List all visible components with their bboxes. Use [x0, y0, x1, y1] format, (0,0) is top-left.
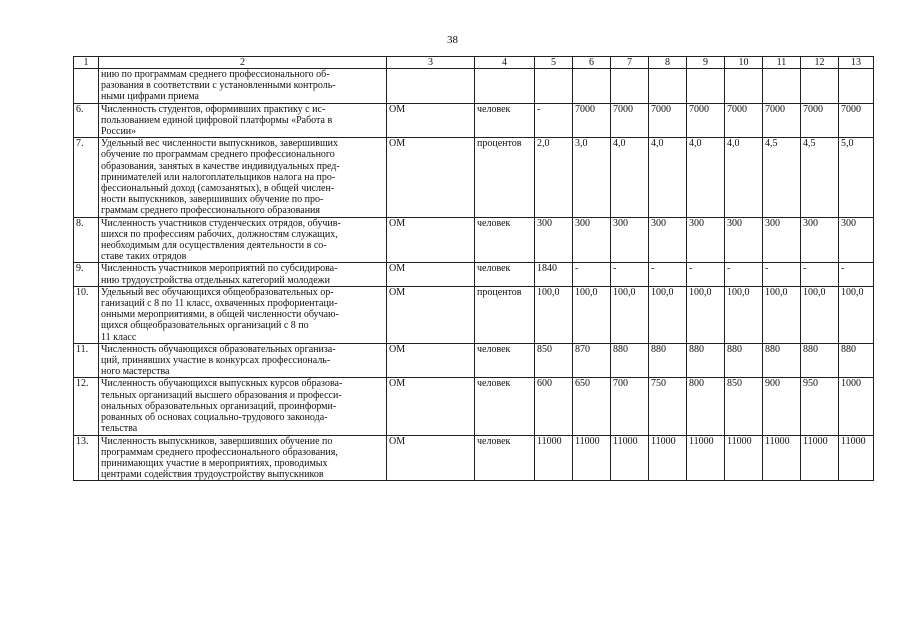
unit-cell: процентов	[475, 286, 535, 343]
value-cell	[649, 69, 687, 104]
indicator-text-line: онными мероприятиями, в общей численности обучаю-	[101, 309, 339, 321]
indicator-name-cell	[99, 103, 387, 138]
value-cell: 880	[763, 343, 801, 378]
value-cell: 700	[611, 378, 649, 435]
value-cell: 3,0	[573, 138, 611, 217]
column-number-header: 6	[573, 57, 611, 69]
value-cell: 880	[801, 343, 839, 378]
table-row	[74, 69, 874, 104]
indicator-text-line: России»	[101, 126, 137, 138]
row-number-cell: 8.	[74, 217, 99, 263]
unit-cell: человек	[475, 435, 535, 481]
responsible-cell	[387, 69, 475, 104]
value-cell: 900	[763, 378, 801, 435]
value-cell: 1840	[535, 263, 573, 286]
value-cell: 11000	[839, 435, 874, 481]
value-cell: 11000	[763, 435, 801, 481]
value-cell: 300	[649, 217, 687, 263]
table-row	[74, 286, 874, 343]
value-cell: 870	[573, 343, 611, 378]
value-cell	[687, 69, 725, 104]
value-cell: 7000	[687, 103, 725, 138]
column-number-header: 10	[725, 57, 763, 69]
value-cell: 11000	[573, 435, 611, 481]
indicator-text-line: Численность студентов, оформивших практику с ис-	[101, 103, 326, 115]
indicator-text-line: щихся общеобразовательных организаций с 8 по	[101, 320, 309, 332]
responsible-cell: ОМ	[387, 435, 475, 481]
indicator-name-cell	[99, 286, 387, 343]
value-cell: -	[611, 263, 649, 286]
unit-cell: человек	[475, 343, 535, 378]
value-cell: 100,0	[535, 286, 573, 343]
table-row	[74, 217, 874, 263]
column-number-header: 5	[535, 57, 573, 69]
indicator-text-line: пользованием единой цифровой платформы «Работа в	[101, 114, 333, 126]
table-body	[74, 57, 874, 481]
value-cell: -	[801, 263, 839, 286]
value-cell: 300	[687, 217, 725, 263]
unit-cell	[475, 69, 535, 104]
responsible-cell: ОМ	[387, 378, 475, 435]
value-cell: 11000	[649, 435, 687, 481]
row-number-cell: 6.	[74, 103, 99, 138]
row-number-cell: 10.	[74, 286, 99, 343]
table-row	[74, 138, 874, 217]
value-cell	[801, 69, 839, 104]
indicator-name-cell	[99, 69, 387, 104]
responsible-cell: ОМ	[387, 263, 475, 286]
responsible-cell: ОМ	[387, 138, 475, 217]
indicator-text-line: 11 класс	[101, 331, 137, 343]
indicators-table	[73, 56, 874, 481]
value-cell: 7000	[611, 103, 649, 138]
responsible-cell: ОМ	[387, 343, 475, 378]
indicator-name-cell	[99, 378, 387, 435]
indicator-text-line: ного мастерства	[101, 366, 170, 378]
value-cell: 11000	[725, 435, 763, 481]
indicator-text-line: нию по программам среднего профессионального об-	[101, 69, 330, 80]
indicator-name-cell	[99, 343, 387, 378]
indicator-text-line: фессиональный доход (самозанятых), в общей числен-	[101, 183, 335, 195]
indicator-text-line: рованных об основах социально-трудового законода-	[101, 412, 328, 424]
value-cell: -	[763, 263, 801, 286]
responsible-cell: ОМ	[387, 286, 475, 343]
value-cell: 100,0	[801, 286, 839, 343]
value-cell: 300	[839, 217, 874, 263]
indicator-text-line: ций, принявших участие в конкурсах профессиональ-	[101, 355, 331, 367]
value-cell: 880	[611, 343, 649, 378]
indicator-text-line: Численность обучающихся выпускных курсов образова-	[101, 378, 343, 390]
indicator-text-line: центрами содействия трудоустройству выпускников	[101, 469, 324, 481]
value-cell: 7000	[573, 103, 611, 138]
value-cell: 11000	[687, 435, 725, 481]
column-number-row	[74, 57, 874, 69]
indicator-text-line: тельных организаций высшего образования и професси-	[101, 389, 342, 401]
value-cell: 100,0	[649, 286, 687, 343]
column-number-header: 3	[387, 57, 475, 69]
indicator-text-line: нию трудоустройства отдельных категорий молодежи	[101, 274, 330, 286]
indicator-text-line: тельства	[101, 423, 138, 435]
value-cell: 1000	[839, 378, 874, 435]
value-cell	[535, 69, 573, 104]
row-number-cell: 9.	[74, 263, 99, 286]
column-number-header: 4	[475, 57, 535, 69]
indicator-text-line: программам среднего профессионального образования,	[101, 446, 338, 458]
column-number-header: 12	[801, 57, 839, 69]
indicator-text-line: Численность обучающихся образовательных организа-	[101, 343, 336, 355]
value-cell	[763, 69, 801, 104]
value-cell: -	[687, 263, 725, 286]
value-cell: 7000	[763, 103, 801, 138]
indicator-text-line: разования в соответствии с установленными контроль-	[101, 80, 336, 92]
value-cell: -	[535, 103, 573, 138]
indicator-text-line: граммам среднего профессионального образования	[101, 205, 320, 217]
indicator-text-line: принимающих участие в мероприятиях, проводимых	[101, 457, 328, 469]
value-cell: 750	[649, 378, 687, 435]
indicator-text-line: обучение по программам среднего профессионального	[101, 149, 335, 161]
unit-cell: человек	[475, 217, 535, 263]
value-cell: 800	[687, 378, 725, 435]
value-cell: 7000	[801, 103, 839, 138]
value-cell: 600	[535, 378, 573, 435]
column-number-header: 9	[687, 57, 725, 69]
indicator-text-line: необходимым для осуществления деятельности в со-	[101, 240, 327, 252]
value-cell: 300	[725, 217, 763, 263]
unit-cell: человек	[475, 263, 535, 286]
value-cell: 100,0	[611, 286, 649, 343]
indicator-text-line: Удельный вес обучающихся общеобразовательных ор-	[101, 286, 334, 298]
value-cell: 7000	[649, 103, 687, 138]
table-row	[74, 103, 874, 138]
indicator-text-line: Численность участников студенческих отрядов, обучив-	[101, 217, 341, 229]
table-row	[74, 343, 874, 378]
value-cell: 4,0	[687, 138, 725, 217]
indicator-text-line: ности выпускников, завершивших обучение по про-	[101, 194, 324, 206]
value-cell: 100,0	[573, 286, 611, 343]
value-cell: 2,0	[535, 138, 573, 217]
value-cell: 880	[687, 343, 725, 378]
value-cell: 950	[801, 378, 839, 435]
value-cell: 7000	[839, 103, 874, 138]
indicator-name-cell	[99, 435, 387, 481]
value-cell: 11000	[801, 435, 839, 481]
table-row	[74, 263, 874, 286]
indicator-name-cell	[99, 138, 387, 217]
value-cell: 850	[725, 378, 763, 435]
value-cell	[611, 69, 649, 104]
value-cell: -	[649, 263, 687, 286]
indicator-text-line: Численность выпускников, завершивших обучение по	[101, 435, 333, 447]
column-number-header: 7	[611, 57, 649, 69]
value-cell: -	[725, 263, 763, 286]
value-cell: 880	[649, 343, 687, 378]
indicator-text-line: принимателей или налогоплательщиков налога на про-	[101, 171, 336, 183]
value-cell: 300	[611, 217, 649, 263]
value-cell: 4,5	[763, 138, 801, 217]
indicator-text-line: ными цифрами приема	[101, 91, 199, 103]
value-cell: 300	[801, 217, 839, 263]
value-cell: 4,0	[611, 138, 649, 217]
value-cell: 4,0	[725, 138, 763, 217]
indicator-text-line: ональных образовательных организаций, проинформи-	[101, 400, 337, 412]
column-number-header: 8	[649, 57, 687, 69]
indicator-text-line: ганизаций с 8 по 11 класс, охваченных профориентаци-	[101, 298, 338, 310]
value-cell: 300	[535, 217, 573, 263]
value-cell	[573, 69, 611, 104]
column-number-header: 13	[839, 57, 874, 69]
value-cell: 4,5	[801, 138, 839, 217]
value-cell: 4,0	[649, 138, 687, 217]
responsible-cell: ОМ	[387, 103, 475, 138]
value-cell	[839, 69, 874, 104]
row-number-cell: 11.	[74, 343, 99, 378]
value-cell: -	[839, 263, 874, 286]
indicator-text-line: образования, занятых в качестве индивидуальных пред-	[101, 160, 340, 172]
unit-cell: процентов	[475, 138, 535, 217]
column-number-header: 11	[763, 57, 801, 69]
row-number-cell	[74, 69, 99, 104]
table-row	[74, 378, 874, 435]
value-cell: 880	[839, 343, 874, 378]
value-cell: -	[573, 263, 611, 286]
value-cell: 850	[535, 343, 573, 378]
page-number: 38	[447, 34, 458, 46]
unit-cell: человек	[475, 103, 535, 138]
value-cell: 100,0	[763, 286, 801, 343]
unit-cell: человек	[475, 378, 535, 435]
value-cell: 100,0	[687, 286, 725, 343]
responsible-cell: ОМ	[387, 217, 475, 263]
row-number-cell: 7.	[74, 138, 99, 217]
value-cell: 11000	[611, 435, 649, 481]
value-cell: 880	[725, 343, 763, 378]
column-number-header: 1	[74, 57, 99, 69]
value-cell: 300	[763, 217, 801, 263]
indicator-text-line: Численность участников мероприятий по субсидирова-	[101, 263, 338, 275]
indicator-text-line: шихся по профессиям рабочих, должностям служащих,	[101, 228, 338, 240]
indicator-text-line: ставе таких отрядов	[101, 251, 187, 263]
row-number-cell: 12.	[74, 378, 99, 435]
indicator-text-line: Удельный вес численности выпускников, завершивших	[101, 138, 339, 150]
value-cell: 100,0	[725, 286, 763, 343]
value-cell: 100,0	[839, 286, 874, 343]
value-cell: 5,0	[839, 138, 874, 217]
indicator-name-cell	[99, 217, 387, 263]
value-cell: 7000	[725, 103, 763, 138]
column-number-header: 2	[99, 57, 387, 69]
value-cell: 11000	[535, 435, 573, 481]
value-cell	[725, 69, 763, 104]
table-row	[74, 435, 874, 481]
value-cell: 650	[573, 378, 611, 435]
value-cell: 300	[573, 217, 611, 263]
row-number-cell: 13.	[74, 435, 99, 481]
indicator-name-cell	[99, 263, 387, 286]
